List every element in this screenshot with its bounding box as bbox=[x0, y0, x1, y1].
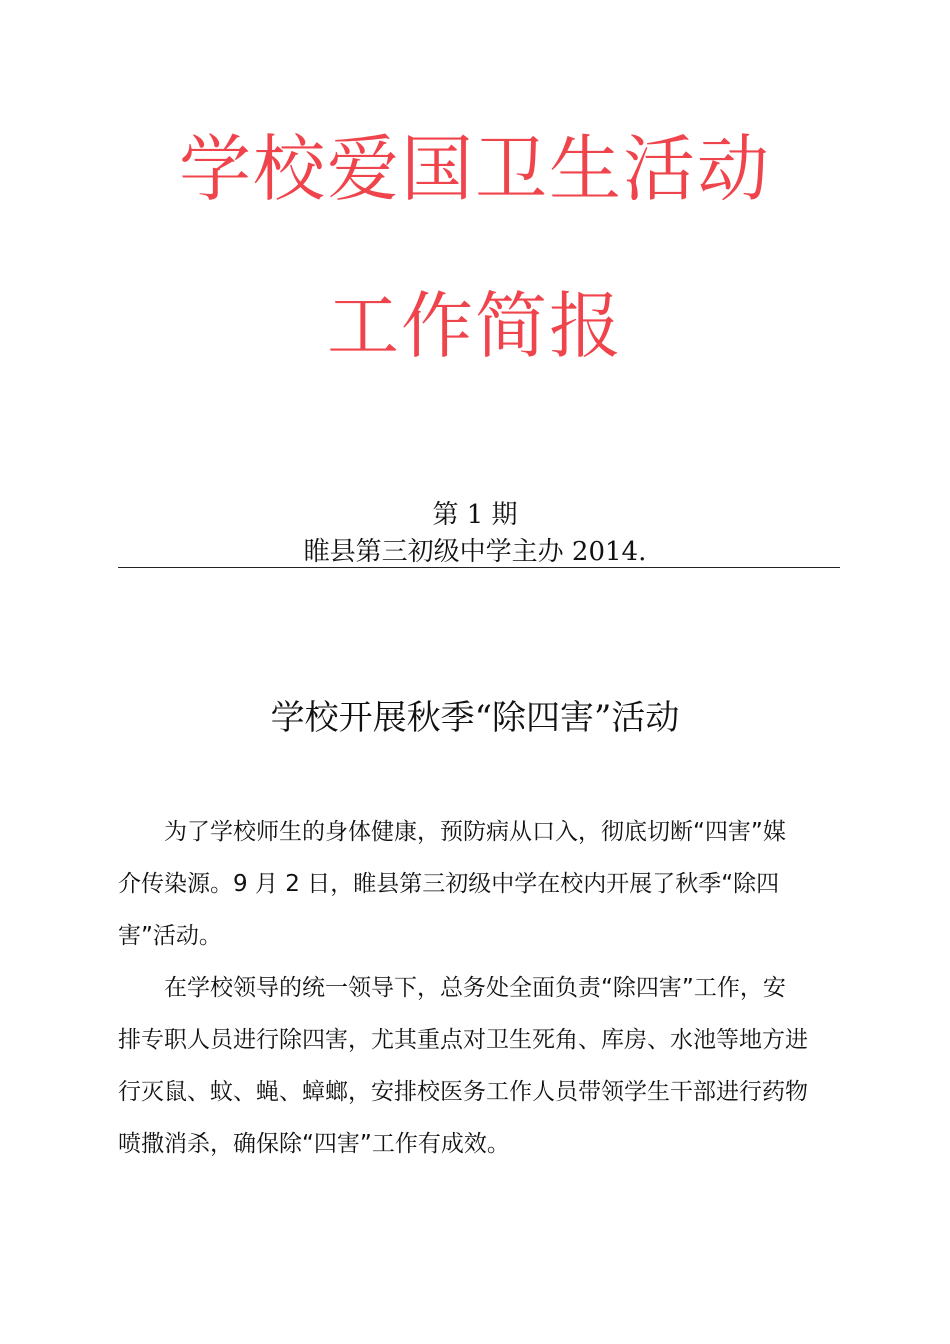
masthead-divider bbox=[118, 567, 840, 568]
bulletin-title-line-1: 学校爱国卫生活动 bbox=[178, 127, 771, 211]
paragraph-line: 喷撒消杀，确保除“四害”工作有成效。 bbox=[118, 1131, 510, 1157]
paragraph-line: 行灭鼠、蚊、蝇、蟑螂，安排校医务工作人员带领学生干部进行药物 bbox=[118, 1079, 808, 1105]
paragraph-line: 为了学校师生的身体健康，预防病从口入，彻底切断“四害”媒 bbox=[164, 819, 786, 845]
bulletin-title-line-2: 工作简报 bbox=[326, 284, 623, 368]
paragraph-line: 在学校领导的统一领导下，总务处全面负责“除四害”工作，安 bbox=[164, 975, 786, 1001]
paragraph-line: 害”活动。 bbox=[118, 923, 222, 949]
issue-number: 第 1 期 bbox=[432, 500, 518, 530]
paragraph-line: 排专职人员进行除四害，尤其重点对卫生死角、库房、水池等地方进 bbox=[118, 1027, 808, 1053]
paragraph-line: 介传染源。9 月 2 日，睢县第三初级中学在校内开展了秋季“除四 bbox=[118, 871, 780, 897]
sponsor-line: 睢县第三初级中学主办 2014. bbox=[303, 537, 647, 567]
article-paragraph-2 bbox=[118, 962, 843, 1170]
article-title: 学校开展秋季“除四害”活动 bbox=[270, 698, 680, 738]
article-paragraph-1 bbox=[118, 806, 843, 962]
